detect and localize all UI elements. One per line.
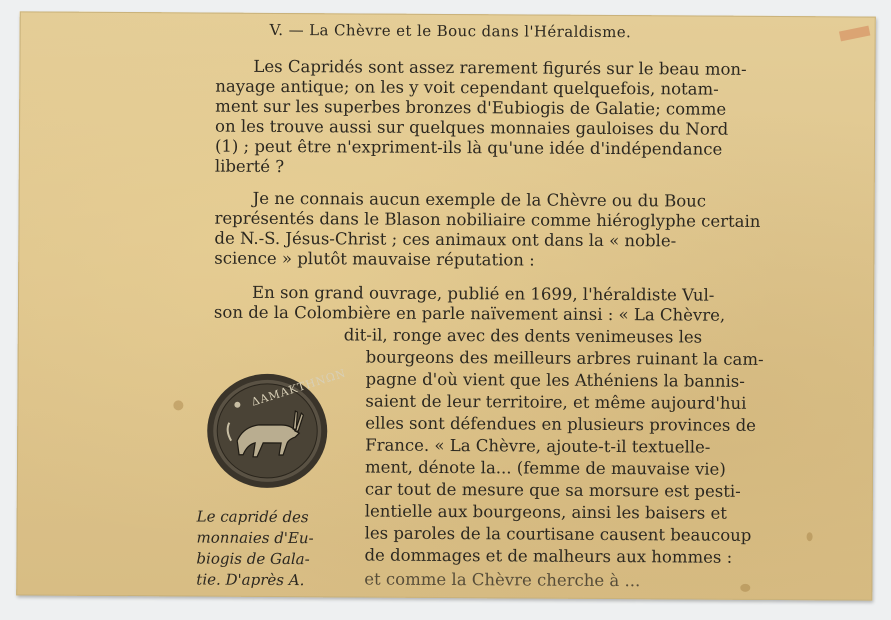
paper-stain — [807, 532, 813, 541]
caption-line: tie. D'après A. — [196, 570, 305, 590]
section-heading: V. — La Chèvre et le Bouc dans l'Héraldisme. — [269, 20, 632, 42]
text-line: (1) ; peut être n'expriment-ils là qu'une idée d'indépendance — [214, 136, 723, 159]
paper-stain — [740, 584, 750, 592]
column-line: pagne d'où vient que les Athéniens la bannis- — [365, 369, 745, 391]
text-line: Je ne connais aucun exemple de la Chèvre ou du Bouc — [252, 188, 707, 211]
column-line: saient de leur territoire, et même aujourd'hui — [365, 391, 747, 413]
column-line: dit-il, ronge avec des dents venimeuses les — [343, 325, 703, 347]
text-line: ment sur les superbes bronzes d'Eubiogis de Galatie; comme — [215, 96, 727, 119]
column-line: ment, dénote la... (femme de mauvaise vie) — [364, 457, 726, 479]
column-line: bourgeons des meilleurs arbres ruinant la cam- — [365, 347, 764, 369]
column-line: de dommages et de malheurs aux hommes : — [364, 545, 733, 567]
text-line: liberté ? — [214, 156, 285, 177]
text-line: science » plutôt mauvaise réputation : — [214, 248, 535, 270]
caption-line: biogis de Gala- — [196, 549, 310, 569]
text-line: nayage antique; on les y voit cependant quelquefois, notam- — [215, 76, 719, 99]
caption-line: Le capridé des — [196, 507, 309, 527]
newspaper-clipping — [16, 11, 876, 600]
paragraph-3 — [214, 283, 774, 326]
image-caption — [196, 506, 347, 591]
column-line: lentielle aux bourgeons, ainsi les baisers et — [364, 501, 727, 523]
coin-legend: ΔΑΜΑΚΤΗΝΩΝ — [249, 366, 348, 409]
text-line: on les trouve aussi sur quelques monnaies gauloises du Nord — [215, 116, 729, 139]
caption-line: monnaies d'Eu- — [196, 528, 314, 548]
paragraph-1 — [215, 57, 776, 180]
text-line: son de la Colombière en parle naïvement ainsi : « La Chèvre, — [213, 302, 726, 325]
column-line: France. « La Chèvre, ajoute-t-il textuelle- — [365, 435, 711, 457]
text-line: de N.-S. Jésus-Christ ; ces animaux ont dans la « noble- — [214, 228, 677, 251]
column-line: les paroles de la courtisane causent beaucoup — [364, 523, 752, 545]
text-line: représentés dans le Blason nobiliaire comme hiéroglyphe certain — [214, 208, 761, 231]
text-line: Les Capridés sont assez rarement figurés sur le beau mon- — [253, 56, 747, 79]
column-line: et comme la Chèvre cherche à ... — [364, 569, 641, 591]
column-line: car tout de mesure que sa morsure est pesti- — [364, 479, 741, 501]
paper-stain — [173, 400, 183, 410]
red-mark — [839, 26, 870, 42]
paragraph-2 — [214, 189, 774, 272]
column-line: elles sont défendues en plusieurs provinces de — [365, 413, 757, 435]
text-line: En son grand ouvrage, publié en 1699, l'héraldiste Vul- — [252, 282, 715, 305]
